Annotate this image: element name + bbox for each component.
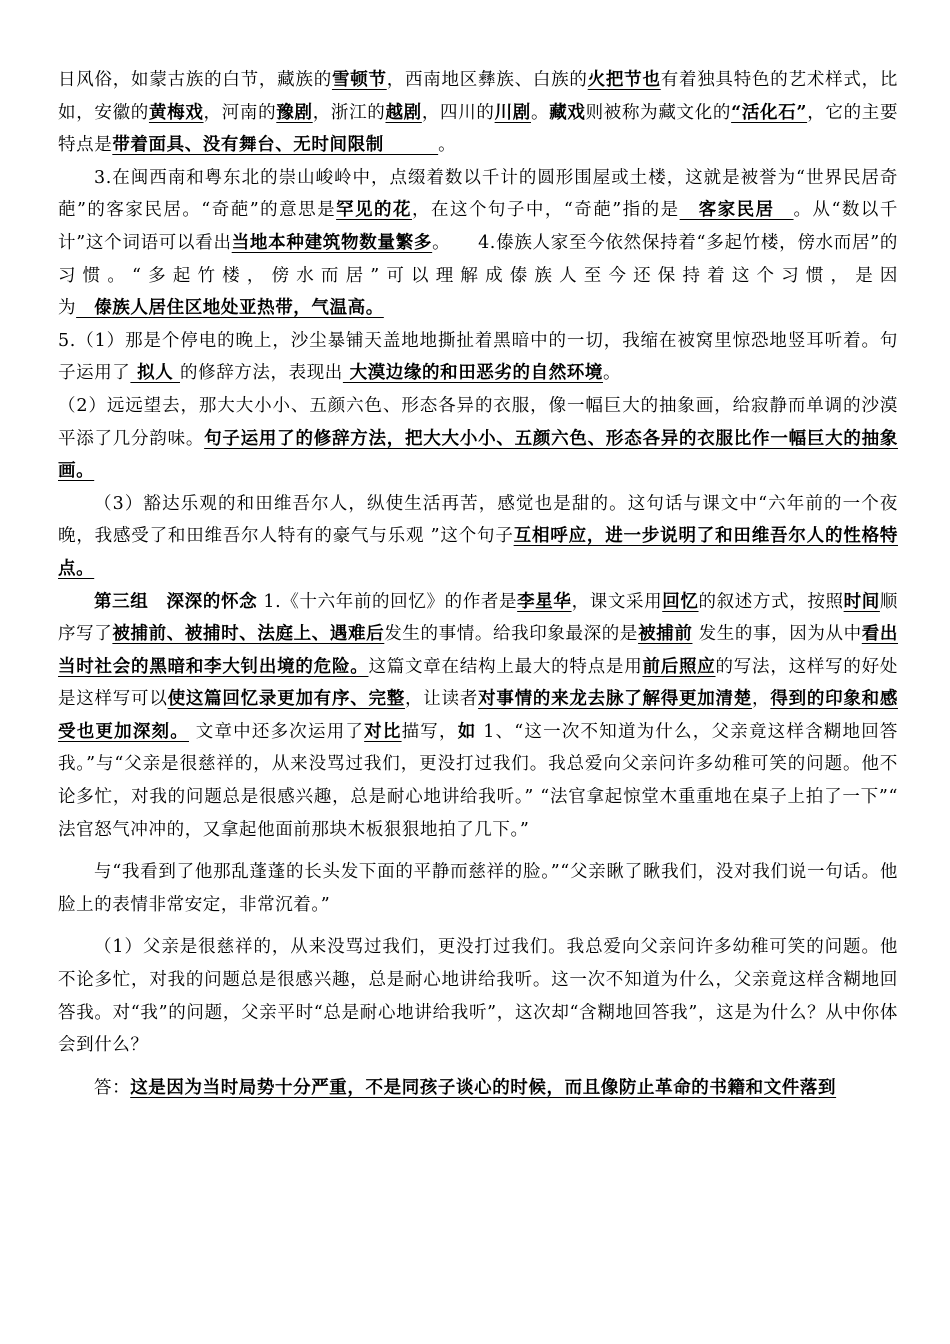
text: ，让读者 bbox=[405, 689, 479, 710]
text: 。从“数以千计”这个词语可以看出 bbox=[58, 200, 898, 253]
answer: 被捕前 bbox=[638, 624, 693, 645]
section-heading: 第三组 深深的怀念 bbox=[94, 591, 258, 612]
answer: 雪顿节 bbox=[331, 70, 387, 90]
answer: 大漠边缘的和田恶劣的自然环境 bbox=[342, 363, 603, 384]
text: 描写， bbox=[401, 721, 458, 742]
answer: 客家民居 bbox=[679, 200, 794, 221]
text: ，河南的 bbox=[203, 102, 277, 123]
answer: 拟人 bbox=[130, 363, 180, 384]
text: ，浙江的 bbox=[312, 102, 386, 123]
answer: 对事情的来龙去脉了解得更加清楚 bbox=[478, 689, 753, 710]
answer: 当地本种建筑物数量繁多 bbox=[231, 232, 433, 253]
answer: 罕见的花 bbox=[336, 200, 412, 221]
answer: 看出当时社会的黑暗和李大钊出境的危险。 bbox=[58, 624, 899, 677]
answer: 时间 bbox=[843, 591, 880, 612]
paragraph-question-3-4 bbox=[58, 162, 898, 325]
text: 发生的事，因为从中 bbox=[692, 624, 862, 645]
text: 5.（1）那是个停电的晚上，沙尘暴铺天盖地地撕扯着黑暗中的一切，我缩在被窝里惊恐地竖耳听着。句子运用了 bbox=[58, 330, 898, 384]
text: ，它的主要特点是 bbox=[58, 102, 899, 156]
text: （2）远远望去，那大大小小、五颜六色、形态各异的衣服，像一幅巨大的抽象画，给寂静而单调的沙漠平添了几分韵味。 bbox=[58, 395, 898, 449]
text: 3.在闽西南和粤东北的崇山峻岭中，点缀着数以千计的圆形围屋或土楼，这就是被誉为“世界民居奇葩”的客家民居。“奇葩”的意思是 bbox=[58, 167, 898, 221]
answer: 被捕前、被捕时、法庭上、遇难后 bbox=[112, 624, 385, 645]
text: ，西南地区彝族、白族的 bbox=[386, 70, 588, 90]
text: 的写法，这样写的好处是这样写可以 bbox=[58, 656, 899, 710]
answer: 黄梅戏 bbox=[148, 102, 204, 123]
paragraph-question-5-3 bbox=[58, 488, 898, 586]
paragraph-festivals-opera bbox=[58, 64, 898, 162]
text: ， bbox=[752, 689, 771, 710]
paragraph-question-5-1 bbox=[58, 325, 898, 390]
text: ，课文采用 bbox=[571, 591, 663, 612]
answer: 李星华 bbox=[517, 591, 572, 612]
answer: “活化石” bbox=[731, 102, 808, 123]
text: 则被称为藏文化的 bbox=[585, 102, 732, 123]
text: 1、“这一次不知道为什么，父亲竟这样含糊地回答我。”与“父亲是很慈祥的，从来没骂过我们，更没打过我们。我总爱向父亲问许多幼稚可笑的问题。他不论多忙，对我的问题总是很感兴趣，总是耐心地讲给我听。” “法官拿起惊堂木重重地在桌子上拍了一下”“ 法官怒气冲冲的，又拿起他面前那块木板狠狠地拍了几下。” bbox=[58, 721, 899, 840]
paragraph-group-3 bbox=[58, 586, 898, 847]
answer: 句子运用了的修辞方法，把大大小小、五颜六色、形态各异的衣服比作一幅巨大的抽象画。 bbox=[58, 428, 898, 482]
text: 的叙述方式，按照 bbox=[698, 591, 844, 612]
text: 文章中还多次运用了 bbox=[188, 721, 365, 742]
text: 。 bbox=[531, 102, 550, 123]
paragraph-contrast-quotes: 与“我看到了他那乱蓬蓬的长头发下面的平静而慈祥的脸。”“父亲瞅了瞅我们，没对我们说一句话。他脸上的表情非常安定，非常沉着。” bbox=[58, 862, 898, 915]
paragraph-question-1: （1）父亲是很慈祥的，从来没骂过我们，更没打过我们。我总爱向父亲问许多幼稚可笑的问题。他不论多忙，对我的问题总是很感兴趣，总是耐心地讲给我听。这一次不知道为什么，父亲竟这样含糊地回答我。对“我”的问题，父亲平时“总是耐心地讲给我听”，这次却“含糊地回答我”，这是为什么？从中你体会到什么？ bbox=[58, 937, 898, 1056]
paragraph-question-5-2 bbox=[58, 390, 898, 488]
answer-label: 答： bbox=[94, 1077, 131, 1098]
text: ，在这个句子中，“奇葩”指的是 bbox=[412, 200, 680, 221]
text: （3）豁达乐观的和田维吾尔人，纵使生活再苦，感觉也是甜的。这句话与课文中“六年前的一个夜晚，我感受了和田维吾尔人特有的豪气与乐观 ”这个句子 bbox=[58, 493, 898, 547]
text: 。 4.傣族人家至今依然保持着“多起竹楼，傍水而居”的习惯。“多起竹楼，傍水而居”可以理解成傣族人至今还保持着这个习惯，是因为 bbox=[58, 232, 899, 319]
text: 发生的事情。给我印象最深的是 bbox=[384, 624, 639, 645]
text: 。 bbox=[603, 363, 622, 384]
bold-term: 如 bbox=[457, 721, 477, 742]
text: ，四川的 bbox=[421, 102, 495, 123]
answer: 越剧 bbox=[385, 102, 422, 123]
text: 的修辞方法，表现出 bbox=[180, 363, 343, 384]
paragraph-answer bbox=[58, 1072, 898, 1105]
text: 。 bbox=[438, 135, 457, 156]
document-page bbox=[58, 64, 898, 1104]
answer: 豫剧 bbox=[276, 102, 313, 123]
text: 顺序写了 bbox=[58, 591, 899, 645]
answer: 这是因为当时局势十分严重，不是同孩子谈心的时候，而且像防止革命的书籍和文件落到 bbox=[130, 1077, 837, 1098]
answer: 川剧 bbox=[494, 102, 531, 123]
answer: 互相呼应，进一步说明了和田维吾尔人的性格特点。 bbox=[58, 526, 898, 579]
answer: 回忆 bbox=[662, 591, 699, 612]
answer: 傣族人居住区地处亚热带，气温高。 bbox=[76, 298, 384, 319]
answer: 对比 bbox=[364, 721, 402, 742]
text: 有着独具特色的艺术样式，比如，安徽的 bbox=[58, 70, 898, 123]
text: 日风俗，如蒙古族的白节，藏族的 bbox=[58, 70, 332, 90]
answer: 带着面具、没有舞台、无时间限制 bbox=[112, 135, 439, 156]
answer: 得到的印象和感受也更加深刻。 bbox=[58, 689, 898, 742]
text: 1.《十六年前的回忆》的作者是 bbox=[257, 591, 518, 612]
text: 这篇文章在结构上最大的特点是用 bbox=[368, 656, 643, 677]
answer: 使这篇回忆录更加有序、完整 bbox=[167, 689, 406, 710]
answer: 火把节也 bbox=[587, 70, 661, 90]
answer: 前后照应 bbox=[642, 656, 716, 677]
bold-term: 藏戏 bbox=[549, 102, 586, 123]
